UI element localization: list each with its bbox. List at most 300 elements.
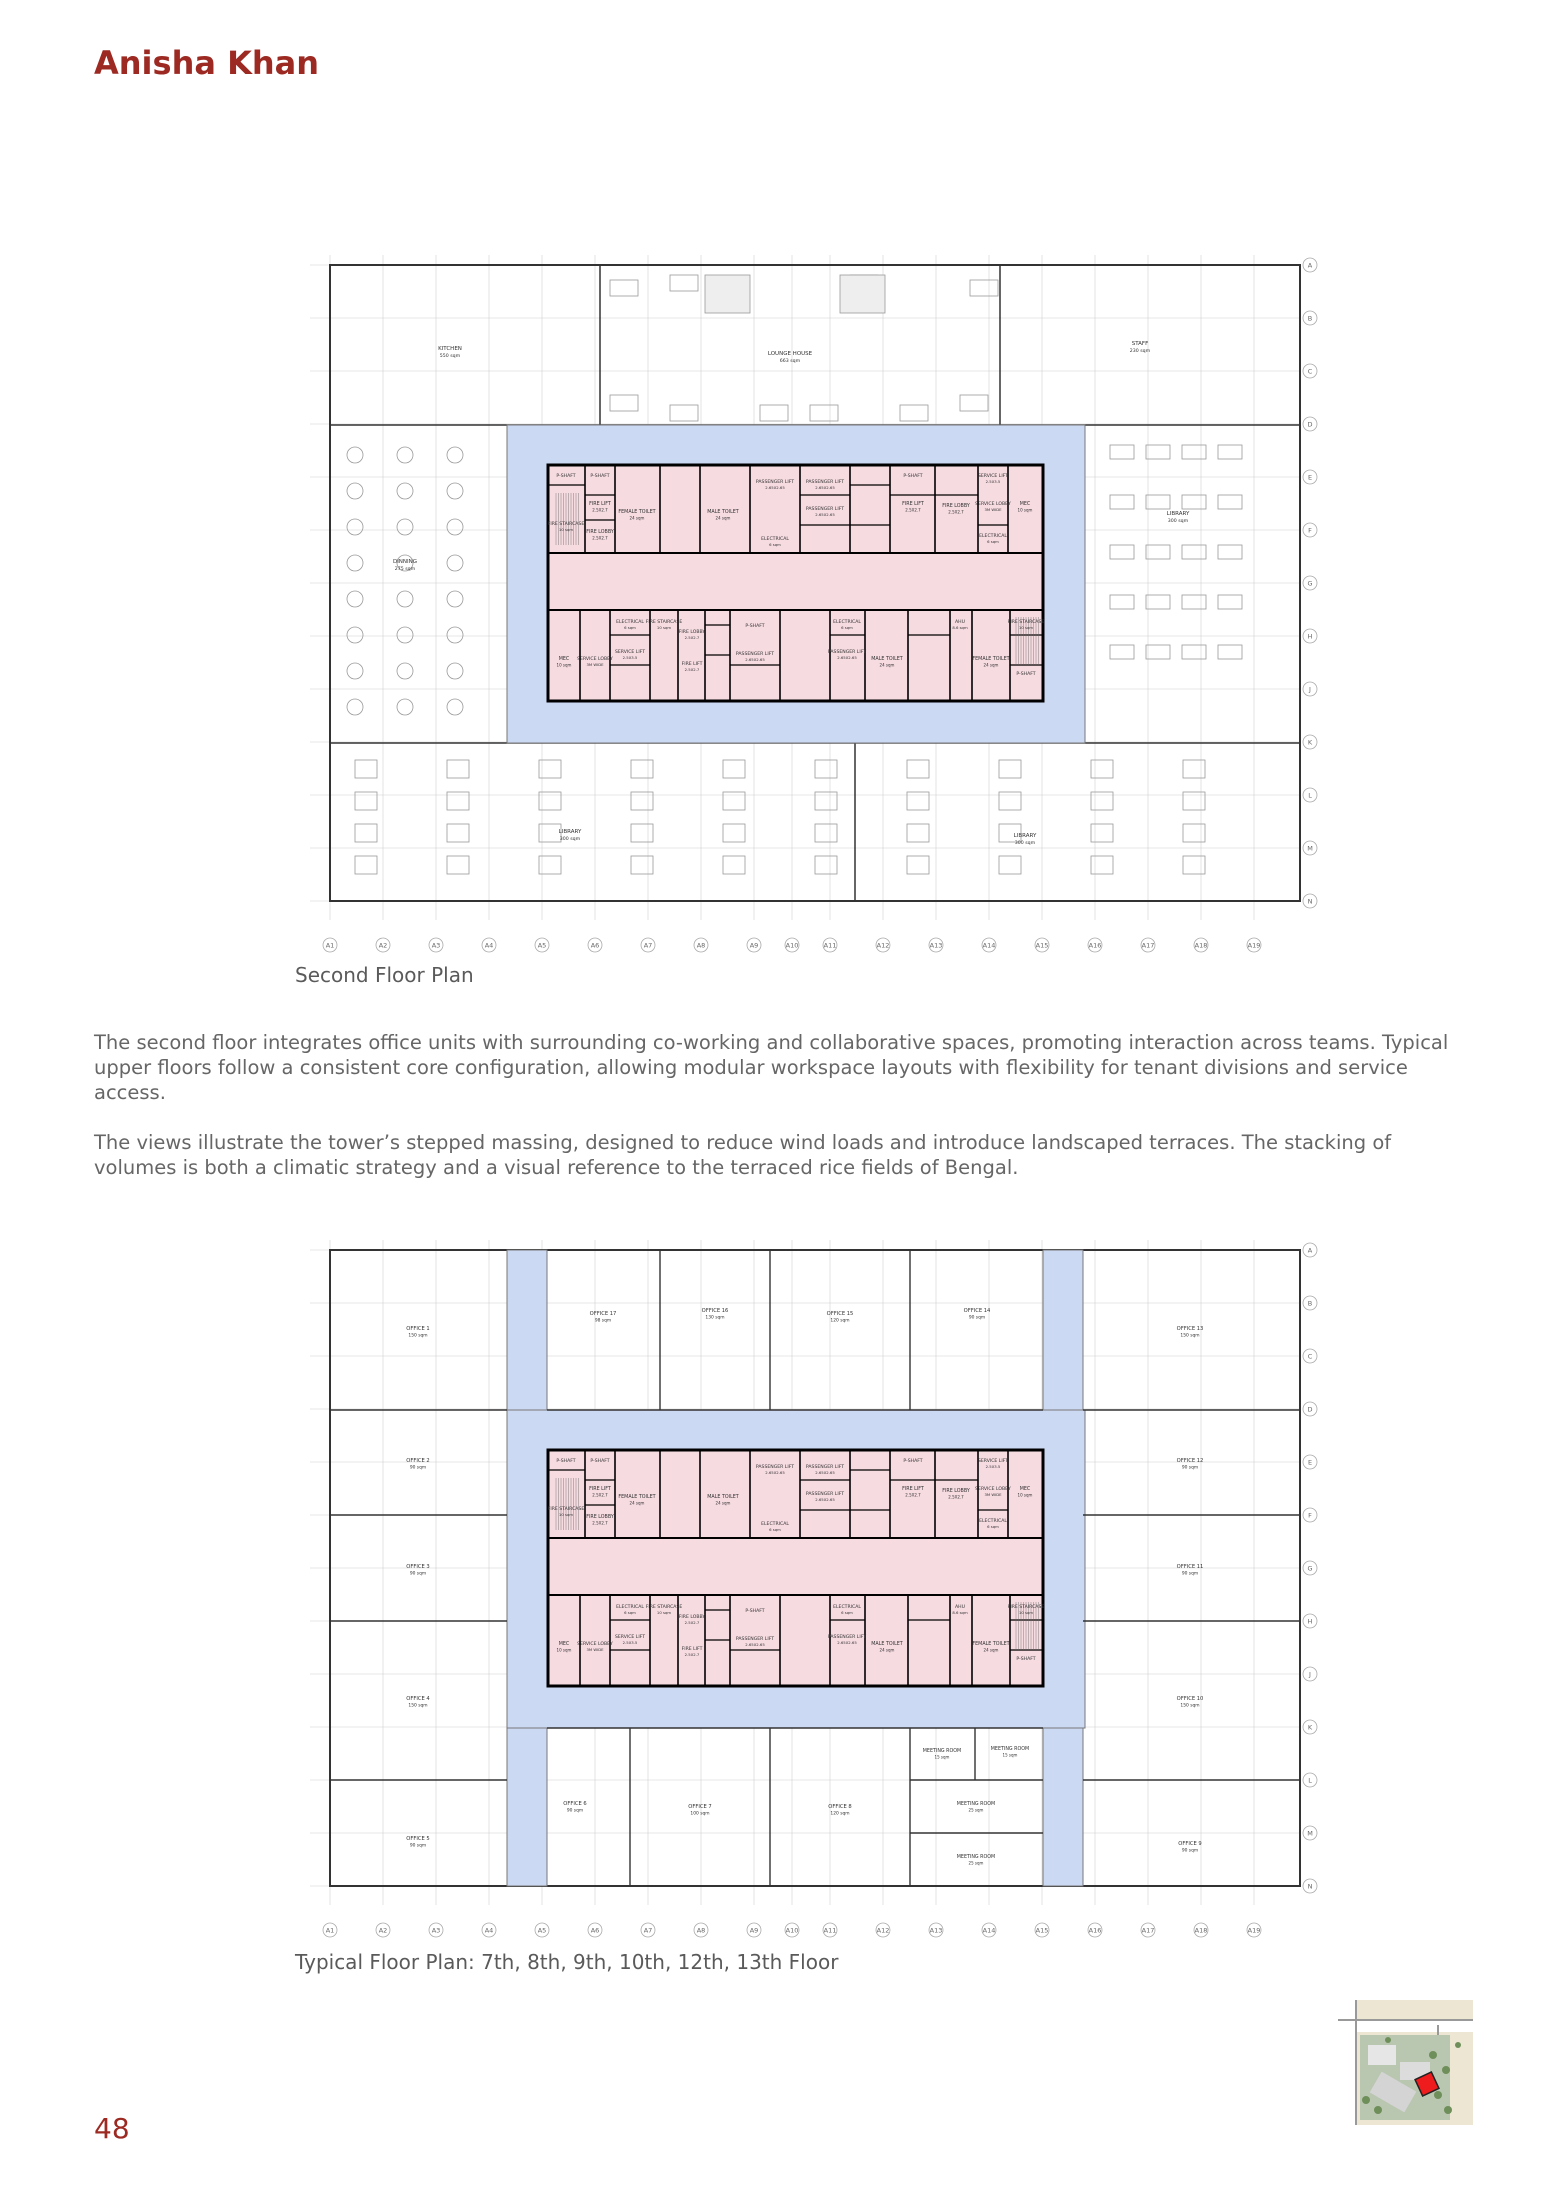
lounge-sofa: [610, 280, 638, 296]
office-label-area: 120 sqm: [830, 1811, 850, 1817]
electrical-label-area: 6 sqm: [624, 625, 636, 631]
dinning-table: [447, 555, 463, 571]
office-label: OFFICE 13: [1176, 1326, 1204, 1332]
typical-floor-caption: Typical Floor Plan: 7th, 8th, 9th, 10th, 12th, 13th Floor: [295, 1950, 839, 1974]
service-lift-label-area: 2.5X3.5: [985, 1464, 1001, 1470]
electrical-label: ELECTRICAL: [979, 1519, 1007, 1524]
electrical-label: ELECTRICAL: [979, 534, 1007, 539]
library-desk: [1218, 645, 1242, 659]
library-desk: [1218, 595, 1242, 609]
library-table: [355, 824, 377, 842]
male-toilet-label-area: 24 sqm: [715, 515, 731, 521]
grid-label-row: F: [1308, 1511, 1312, 1520]
office-label-area: 100 sqm: [690, 1811, 710, 1817]
mec-label: MEC: [1019, 1487, 1031, 1492]
mec-label-area: 10 sqm: [556, 1647, 572, 1653]
grid-label-col: A11: [823, 1926, 837, 1935]
service-lobby-label: SERVICE LOBBY: [975, 1487, 1011, 1492]
grid-label-col: A12: [876, 1926, 890, 1935]
lounge-sofa: [970, 280, 998, 296]
passenger-lift-label: PASSENGER LIFT: [805, 507, 845, 512]
lounge-sofa: [900, 405, 928, 421]
dinning-table: [447, 483, 463, 499]
passenger-lift-label-area: 2.65X2.65: [745, 1642, 765, 1648]
p-shaft-label: P-SHAFT: [903, 1459, 923, 1464]
site-key-map: [1338, 2000, 1473, 2125]
grid-label-row: C: [1307, 367, 1313, 376]
library-desk: [1110, 495, 1134, 509]
library-desk: [1182, 645, 1206, 659]
grid-label-row: K: [1307, 738, 1313, 747]
fire-lift-label: FIRE LIFT: [589, 1487, 611, 1492]
grid-label-col: A9: [749, 1926, 759, 1935]
staff-label: STAFF: [1131, 341, 1149, 347]
dinning-table: [397, 699, 413, 715]
grid-label-row: D: [1307, 420, 1313, 429]
staff-label-area: 230 sqm: [1129, 349, 1151, 354]
fire-staircase-label-area: 10 sqm: [656, 625, 672, 631]
dinning-label: DINNING: [392, 559, 418, 565]
office-label-area: 150 sqm: [408, 1703, 428, 1709]
library-label-area: 300 sqm: [1014, 841, 1036, 846]
fire-staircase-label: FIRE STAIRCASE: [645, 1605, 683, 1610]
grid-label-row: C: [1307, 1352, 1313, 1361]
lounge-sofa: [960, 395, 988, 411]
electrical-label: ELECTRICAL: [616, 1605, 644, 1610]
office-label-area: 90 sqm: [1181, 1571, 1199, 1577]
dinning-table: [397, 627, 413, 643]
office-label-area: 90 sqm: [566, 1808, 584, 1814]
library-label-area: 300 sqm: [1167, 519, 1189, 524]
grid-label-col: A8: [696, 1926, 706, 1935]
grid-label-col: A14: [982, 941, 996, 950]
dinning-table: [347, 519, 363, 535]
author-name: Anisha Khan: [94, 44, 320, 82]
fire-lift-label-area: 2.5X2.7: [592, 507, 608, 513]
electrical-label: ELECTRICAL: [616, 620, 644, 625]
fire-staircase-label-area: 10 sqm: [558, 527, 574, 533]
library-table: [1183, 824, 1205, 842]
office-label: OFFICE 17: [589, 1311, 617, 1317]
grid-label-col: A15: [1035, 941, 1049, 950]
dinning-table: [447, 627, 463, 643]
grid-label-row: G: [1307, 1564, 1313, 1573]
grid-label-col: A12: [876, 941, 890, 950]
passenger-lift-label-area: 2.65X2.65: [837, 655, 857, 661]
p-shaft-label: P-SHAFT: [1016, 1657, 1036, 1662]
ahu-label-area: 8.6 sqm: [952, 1610, 968, 1616]
p-shaft-label: P-SHAFT: [556, 474, 576, 479]
p-shaft-label: P-SHAFT: [745, 624, 765, 629]
library-desk: [1146, 545, 1170, 559]
meeting-room-label: MEETING ROOM: [956, 1802, 996, 1807]
service-lift-label: SERVICE LIFT: [614, 1635, 646, 1640]
electrical-label: ELECTRICAL: [761, 537, 789, 542]
library-table: [1091, 824, 1113, 842]
fire-lobby-label: FIRE LOBBY: [678, 1615, 706, 1620]
meeting-room-label: MEETING ROOM: [956, 1855, 996, 1860]
grid-label-col: A1: [325, 1926, 335, 1935]
grid-label-row: L: [1308, 791, 1312, 800]
grid-label-col: A5: [537, 941, 547, 950]
grid-label-col: A11: [823, 941, 837, 950]
grid-label-row: D: [1307, 1405, 1313, 1414]
ahu-label: AHU: [955, 620, 965, 625]
office-label: OFFICE 8: [828, 1804, 852, 1810]
dinning-table: [347, 555, 363, 571]
lounge-sofa: [670, 405, 698, 421]
grid-label-row: M: [1307, 1829, 1313, 1838]
electrical-label: ELECTRICAL: [833, 1605, 861, 1610]
dinning-table: [347, 591, 363, 607]
grid-label-row: H: [1307, 1617, 1313, 1626]
dinning-table: [447, 447, 463, 463]
passenger-lift-label-area: 2.65X2.65: [837, 1640, 857, 1646]
electrical-label-area: 6 sqm: [841, 1610, 853, 1616]
library-table: [1183, 760, 1205, 778]
service-lobby-label: SERVICE LOBBY: [975, 502, 1011, 507]
grid-label-col: A17: [1141, 1926, 1155, 1935]
passenger-lift-label: PASSENGER LIFT: [735, 652, 775, 657]
fire-lift-label: FIRE LIFT: [681, 1647, 703, 1652]
library-table: [815, 824, 837, 842]
passenger-lift-label: PASSENGER LIFT: [755, 480, 795, 485]
grid-label-row: A: [1307, 1246, 1313, 1255]
fire-staircase-label-area: 10 sqm: [656, 1610, 672, 1616]
grid-label-col: A1: [325, 941, 335, 950]
meeting-room-label: MEETING ROOM: [922, 1749, 962, 1754]
meeting-room-label-area: 15 sqm: [934, 1754, 950, 1760]
service-lift-label-area: 2.5X3.5: [622, 1640, 638, 1646]
dinning-table: [397, 483, 413, 499]
male-toilet-label: MALE TOILET: [707, 510, 739, 515]
service-lift-label: SERVICE LIFT: [977, 474, 1009, 479]
passenger-lift-label-area: 2.65X2.65: [815, 512, 835, 518]
dinning-table: [347, 699, 363, 715]
office-label: OFFICE 2: [406, 1458, 430, 1464]
grid-label-col: A16: [1088, 941, 1102, 950]
fire-lobby-label: FIRE LOBBY: [678, 630, 706, 635]
passenger-lift-label-area: 2.65X2.65: [765, 1470, 785, 1476]
service-lift-label-area: 2.5X3.5: [622, 655, 638, 661]
grid-label-col: A18: [1194, 1926, 1208, 1935]
male-toilet-label-area: 24 sqm: [879, 662, 895, 668]
library-table: [355, 760, 377, 778]
fire-staircase-label-area: 10 sqm: [1018, 1610, 1034, 1616]
fire-staircase-label: FIRE STAIRCASE: [1007, 620, 1045, 625]
dinning-table: [447, 663, 463, 679]
grid-label-col: A15: [1035, 1926, 1049, 1935]
meeting-room-label: MEETING ROOM: [990, 1747, 1030, 1752]
library-desk: [1146, 445, 1170, 459]
library-desk: [1218, 445, 1242, 459]
passenger-lift-label-area: 2.65X2.65: [815, 1497, 835, 1503]
office-label-area: 130 sqm: [705, 1315, 725, 1321]
library-table: [999, 856, 1021, 874]
electrical-label-area: 6 sqm: [769, 1527, 781, 1533]
lounge-sofa: [670, 275, 698, 291]
dinning-table: [447, 591, 463, 607]
kitchen-label-area: 550 sqm: [439, 354, 461, 359]
grid-label-col: A10: [785, 941, 799, 950]
lounge-label: LOUNGE HOUSE: [767, 351, 813, 357]
office-label: OFFICE 14: [963, 1308, 991, 1314]
grid-label-row: L: [1308, 1776, 1312, 1785]
library-desk: [1218, 545, 1242, 559]
electrical-label: ELECTRICAL: [761, 1522, 789, 1527]
office-label: OFFICE 9: [1178, 1841, 1202, 1847]
office-label: OFFICE 7: [688, 1804, 712, 1810]
grid-label-col: A2: [378, 941, 388, 950]
fire-lobby-label-area: 2.5X2.7: [592, 535, 608, 541]
fire-staircase-label-area: 10 sqm: [1018, 625, 1034, 631]
office-label: OFFICE 12: [1176, 1458, 1204, 1464]
dinning-table: [397, 591, 413, 607]
description-paragraph-2: The views illustrate the tower’s stepped massing, designed to reduce wind loads and introduce landscaped terraces. The stacking of volumes is both a climatic strategy and a visual reference to the terraced rice fields of Bengal.: [94, 1131, 1392, 1179]
grid-label-row: H: [1307, 632, 1313, 641]
grid-label-col: A7: [643, 1926, 653, 1935]
passenger-lift-label: PASSENGER LIFT: [805, 1492, 845, 1497]
office-label-area: 98 sqm: [594, 1318, 612, 1324]
grid-label-col: A2: [378, 1926, 388, 1935]
office-label-area: 90 sqm: [409, 1571, 427, 1577]
library-table: [723, 760, 745, 778]
electrical-label-area: 6 sqm: [624, 1610, 636, 1616]
p-shaft-label: P-SHAFT: [590, 1459, 610, 1464]
p-shaft-label: P-SHAFT: [1016, 672, 1036, 677]
electrical-label-area: 6 sqm: [841, 625, 853, 631]
library-desk: [1182, 495, 1206, 509]
office-label-area: 150 sqm: [1180, 1703, 1200, 1709]
female-toilet-label: FEMALE TOILET: [972, 1642, 1010, 1647]
library-table: [1091, 760, 1113, 778]
library-desk: [1182, 595, 1206, 609]
grid-label-col: A6: [590, 1926, 600, 1935]
grid-label-col: A3: [431, 941, 441, 950]
service-lobby-label-area: 3M WIDE: [984, 1492, 1002, 1498]
library-desk: [1218, 495, 1242, 509]
fire-lobby-label-area: 2.5X2.7: [948, 509, 964, 515]
fire-staircase-label: FIRE STAIRCASE: [1007, 1605, 1045, 1610]
p-shaft-label: P-SHAFT: [556, 1459, 576, 1464]
grid-label-row: B: [1307, 314, 1313, 323]
library-table: [723, 824, 745, 842]
typical-floor-plan: [310, 1240, 1320, 1940]
office-label: OFFICE 11: [1176, 1564, 1204, 1570]
library-table: [815, 856, 837, 874]
dinning-table: [397, 663, 413, 679]
fire-lobby-label-area: 2.5X2.7: [592, 1520, 608, 1526]
grid-label-col: A13: [929, 941, 943, 950]
grid-label-row: J: [1309, 685, 1311, 694]
office-label: OFFICE 6: [563, 1801, 587, 1807]
library-table: [631, 760, 653, 778]
female-toilet-label-area: 24 sqm: [629, 515, 645, 521]
library-desk: [1146, 595, 1170, 609]
grid-label-col: A6: [590, 941, 600, 950]
library-table: [815, 760, 837, 778]
library-table: [631, 824, 653, 842]
fire-lift-label: FIRE LIFT: [902, 1487, 924, 1492]
library-desk: [1146, 645, 1170, 659]
fire-lift-label-area: 2.5X2.7: [684, 1652, 700, 1658]
office-label-area: 90 sqm: [409, 1843, 427, 1849]
fire-lobby-label-area: 2.5X2.7: [684, 1620, 700, 1626]
grid-label-col: A14: [982, 1926, 996, 1935]
dinning-table: [447, 519, 463, 535]
female-toilet-label-area: 24 sqm: [983, 1647, 999, 1653]
passenger-lift-label: PASSENGER LIFT: [827, 650, 867, 655]
male-toilet-label: MALE TOILET: [707, 1495, 739, 1500]
fire-lift-label-area: 2.5X2.7: [684, 667, 700, 673]
lounge-sofa: [610, 395, 638, 411]
library-table: [447, 856, 469, 874]
grid-label-col: A19: [1247, 941, 1261, 950]
library-table: [907, 824, 929, 842]
lounge-label-area: 663 sqm: [779, 359, 801, 364]
fire-staircase-label: FIRE STAIRCASE: [645, 620, 683, 625]
service-lobby-label-area: 3M WIDE: [586, 662, 604, 668]
passenger-lift-label: PASSENGER LIFT: [805, 1465, 845, 1470]
library-table: [1091, 856, 1113, 874]
passenger-lift-label: PASSENGER LIFT: [827, 1635, 867, 1640]
service-lift-label: SERVICE LIFT: [977, 1459, 1009, 1464]
passenger-lift-label-area: 2.65X2.65: [815, 485, 835, 491]
grid-label-col: A4: [484, 941, 494, 950]
second-floor-caption: Second Floor Plan: [295, 963, 474, 987]
library-label: LIBRARY: [1166, 511, 1190, 517]
male-toilet-label-area: 24 sqm: [715, 1500, 731, 1506]
female-toilet-label: FEMALE TOILET: [618, 510, 656, 515]
library-table: [1183, 856, 1205, 874]
fire-staircase-label-area: 10 sqm: [558, 1512, 574, 1518]
fire-lift-label: FIRE LIFT: [681, 662, 703, 667]
office-label-area: 150 sqm: [408, 1333, 428, 1339]
mec-label: MEC: [1019, 502, 1031, 507]
description-paragraph-1: The second floor integrates office units with surrounding co-working and collaborative spaces, promoting interaction across teams. Typical upper floors follow a consistent core configuration, allowing modular workspace layouts with flexibility for tenant divisions and service access.: [94, 1031, 1449, 1104]
service-lobby-label: SERVICE LOBBY: [577, 1642, 613, 1647]
female-toilet-label-area: 24 sqm: [983, 662, 999, 668]
library-desk: [1110, 545, 1134, 559]
ahu-label: AHU: [955, 1605, 965, 1610]
library-desk: [1110, 595, 1134, 609]
grid-label-row: A: [1307, 261, 1313, 270]
grid-label-col: A5: [537, 1926, 547, 1935]
dinning-label-area: 275 sqm: [394, 567, 416, 572]
service-lift-label: SERVICE LIFT: [614, 650, 646, 655]
library-desk: [1110, 445, 1134, 459]
library-table: [999, 760, 1021, 778]
mec-label: MEC: [558, 1642, 570, 1647]
electrical-label: ELECTRICAL: [833, 620, 861, 625]
dinning-table: [347, 447, 363, 463]
office-label: OFFICE 1: [406, 1326, 430, 1332]
second-floor-plan: [310, 255, 1320, 955]
library-desk: [1182, 545, 1206, 559]
meeting-room-label-area: 25 sqm: [968, 1860, 984, 1866]
office-label: OFFICE 16: [701, 1308, 729, 1314]
passenger-lift-label: PASSENGER LIFT: [805, 480, 845, 485]
grid-label-row: G: [1307, 579, 1313, 588]
passenger-lift-label: PASSENGER LIFT: [755, 1465, 795, 1470]
grid-label-col: A17: [1141, 941, 1155, 950]
ahu-label-area: 8.6 sqm: [952, 625, 968, 631]
fire-lobby-label: FIRE LOBBY: [942, 1489, 970, 1494]
library-table: [631, 856, 653, 874]
kitchen-label: KITCHEN: [438, 346, 462, 352]
fire-lift-label-area: 2.5X2.7: [592, 1492, 608, 1498]
grid-label-col: A8: [696, 941, 706, 950]
male-toilet-label: MALE TOILET: [871, 1642, 903, 1647]
library-desk: [1110, 645, 1134, 659]
grid-label-col: A16: [1088, 1926, 1102, 1935]
lounge-sofa: [760, 405, 788, 421]
lounge-table: [840, 275, 885, 313]
meeting-room-label-area: 25 sqm: [968, 1807, 984, 1813]
grid-label-row: E: [1307, 1458, 1313, 1467]
service-lobby-label-area: 3M WIDE: [984, 507, 1002, 513]
male-toilet-label-area: 24 sqm: [879, 1647, 895, 1653]
passenger-lift-label: PASSENGER LIFT: [735, 1637, 775, 1642]
p-shaft-label: P-SHAFT: [745, 1609, 765, 1614]
lounge-sofa: [810, 405, 838, 421]
fire-lobby-label: FIRE LOBBY: [586, 530, 614, 535]
office-label: OFFICE 10: [1176, 1696, 1204, 1702]
library-table: [907, 856, 929, 874]
grid-label-col: A9: [749, 941, 759, 950]
male-toilet-label: MALE TOILET: [871, 657, 903, 662]
female-toilet-label: FEMALE TOILET: [972, 657, 1010, 662]
electrical-label-area: 6 sqm: [987, 1524, 999, 1530]
library-desk: [1146, 495, 1170, 509]
fire-lobby-label: FIRE LOBBY: [942, 504, 970, 509]
grid-label-col: A10: [785, 1926, 799, 1935]
office-label: OFFICE 5: [406, 1836, 430, 1842]
passenger-lift-label-area: 2.65X2.65: [815, 1470, 835, 1476]
library-label: LIBRARY: [1013, 833, 1037, 839]
library-label-area: 300 sqm: [559, 837, 581, 842]
grid-label-col: A4: [484, 1926, 494, 1935]
office-label: OFFICE 4: [406, 1696, 430, 1702]
electrical-label-area: 6 sqm: [769, 542, 781, 548]
grid-label-row: K: [1307, 1723, 1313, 1732]
office-label-area: 120 sqm: [830, 1318, 850, 1324]
grid-label-col: A19: [1247, 1926, 1261, 1935]
library-table: [907, 760, 929, 778]
office-label-area: 90 sqm: [1181, 1465, 1199, 1471]
fire-lift-label-area: 2.5X2.7: [905, 1492, 921, 1498]
mec-label: MEC: [558, 657, 570, 662]
fire-lift-label-area: 2.5X2.7: [905, 507, 921, 513]
meeting-room-label-area: 15 sqm: [1002, 1752, 1018, 1758]
dinning-table: [397, 447, 413, 463]
service-lobby-label: SERVICE LOBBY: [577, 657, 613, 662]
grid-label-row: F: [1308, 526, 1312, 535]
mec-label-area: 10 sqm: [556, 662, 572, 668]
dinning-table: [347, 483, 363, 499]
fire-staircase-label: FIRE STAIRCASE: [547, 522, 585, 527]
dinning-table: [347, 663, 363, 679]
mec-label-area: 10 sqm: [1017, 1492, 1033, 1498]
dinning-table: [447, 699, 463, 715]
p-shaft-label: P-SHAFT: [903, 474, 923, 479]
office-label-area: 90 sqm: [409, 1465, 427, 1471]
electrical-label-area: 6 sqm: [987, 539, 999, 545]
p-shaft-label: P-SHAFT: [590, 474, 610, 479]
page-number: 48: [94, 2112, 130, 2145]
fire-lobby-label: FIRE LOBBY: [586, 1515, 614, 1520]
office-label: OFFICE 3: [406, 1564, 430, 1570]
